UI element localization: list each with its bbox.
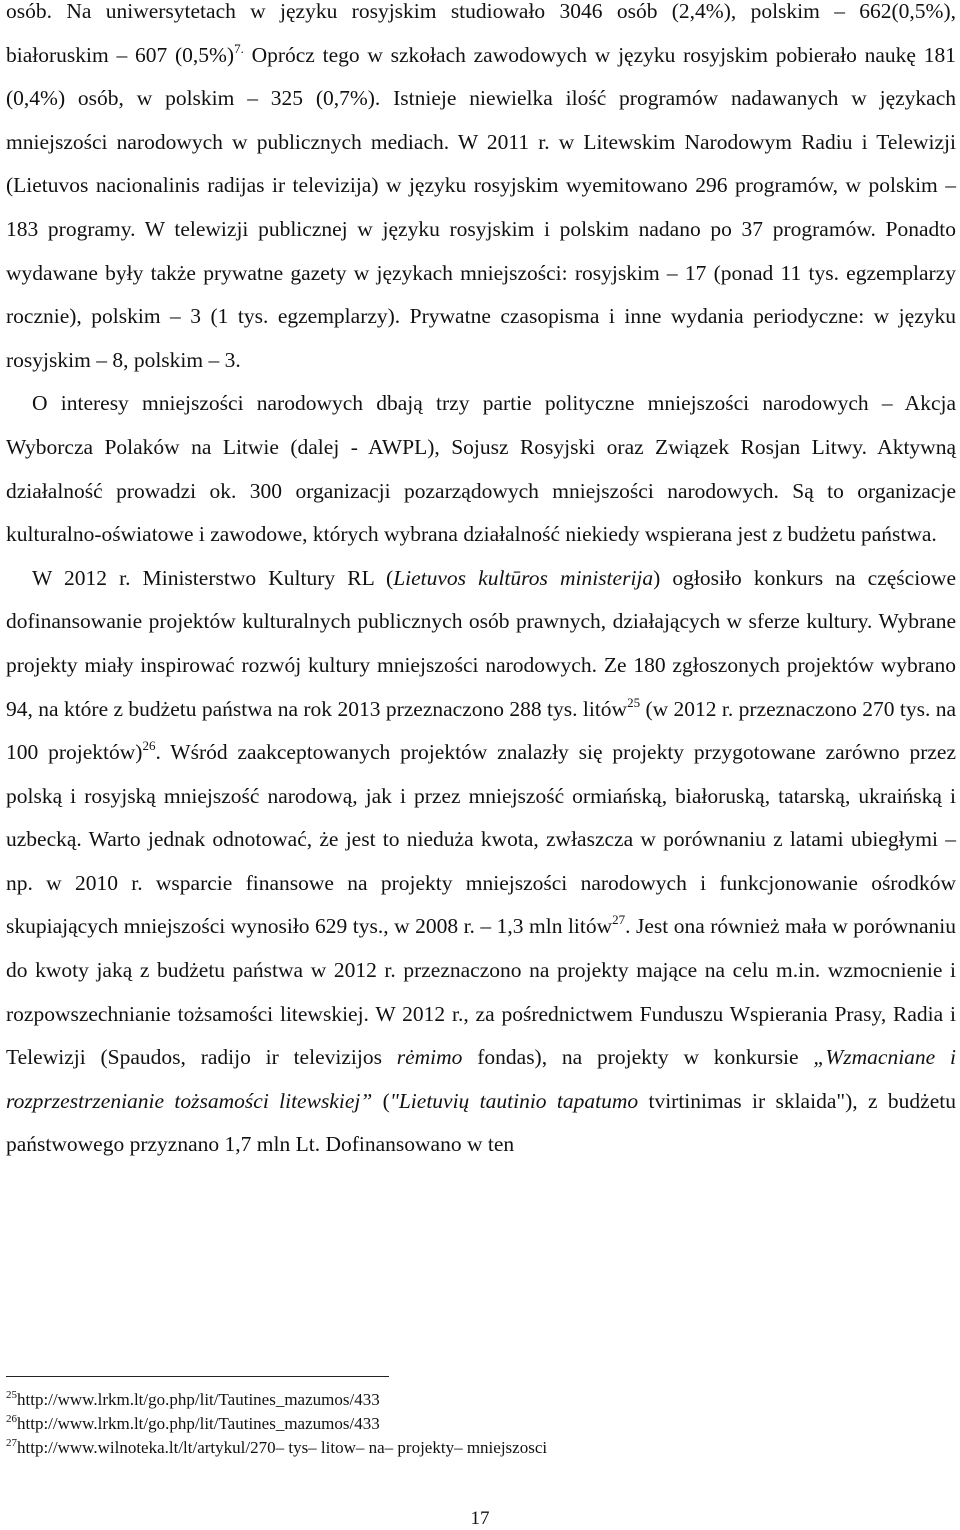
- paragraph-2: O interesy mniejszości narodowych dbają trzy partie polityczne mniejszości narodowych – Akcja Wyborcza Polaków na Litwie (dalej - AWPL), Sojusz Rosyjski oraz Związek Rosjan Litwy. Aktywną działalność prowadzi ok. 300 organizacji pozarządowych mniejszości narodowych. Są to organizacje kulturalno-oświatowe i zawodowe, których wybrana działalność niekiedy wspierana jest z budżetu państwa.: [6, 391, 956, 547]
- footnote-number: 27: [6, 1437, 17, 1449]
- text-run: Oprócz tego w szkołach zawodowych w języku rosyjskim pobierało naukę 181 (0,4%) osób, w polskim – 325 (0,7%).: [6, 42, 956, 111]
- footnote-27: [6, 1436, 906, 1460]
- footnote-ref-25: 25: [627, 694, 641, 710]
- text-run: osób. Na uniwersytetach w języku rosyjskim studiowało 3046 osób (2,4%), polskim – 662(0,5%), białoruskim – 607 (0,5%): [6, 0, 956, 67]
- text-run: tvirtinimas ir sklaida"), z budżetu państwowego przyznano 1,7 mln Lt. Dofinansowano w ten: [6, 1088, 956, 1157]
- italic-run: Lietuvos kultūros ministerija: [393, 565, 654, 590]
- text-run: (w 2012 r. przeznaczono 270 tys. na 100 projektów): [6, 696, 956, 765]
- footnote-separator: [6, 1376, 389, 1377]
- page-number: 17: [470, 1508, 490, 1529]
- footnote-link[interactable]: http://www.wilnoteka.lt/lt/artykul/270– tys– litow– na– projekty– mniejszosci: [17, 1438, 548, 1457]
- footnote-25: [6, 1388, 906, 1412]
- text-run: (: [372, 1088, 390, 1113]
- text-run: fondas), na projekty w konkursie: [462, 1045, 814, 1070]
- italic-run: "Lietuvių tautinio tapatumo: [389, 1088, 639, 1113]
- footnote-26: [6, 1412, 906, 1436]
- footnote-link[interactable]: http://www.lrkm.lt/go.php/lit/Tautines_mazumos/433: [17, 1414, 380, 1433]
- paragraph-1: [6, 0, 956, 382]
- text-run: . Wśród zaakceptowanych projektów znalazły się projekty przygotowane zarówno przez polską i rosyjską mniejszość narodową, jak i przez mniejszość ormiańską, białoruską, tatarską, ukraińską i uzbecką. Warto jednak odnotować, że jest to nieduża kwota, zwłaszcza w porównaniu z latami ubiegłymi – np. w 2010 r. wsparcie finansowe na projekty mniejszości narodowych i funkcjonowanie ośrodków skupiających mniejszości wynosiło 629 tys., w 2008 r. – 1,3 mln litów: [6, 740, 956, 939]
- text-run: . Jest ona również mała w porównaniu do kwoty jaką z budżetu państwa w 2012 r. przeznaczono na projekty mające na celu m.in. wzmocnienie i rozpowszechnianie tożsamości litewskiej. W 2012 r., za pośrednictwem Funduszu Wspierania Prasy, Radia i Telewizji (Spaudos, radijo ir televizijos: [6, 914, 956, 1070]
- paragraph-3: [6, 557, 956, 1167]
- footnote-number: 25: [6, 1389, 17, 1401]
- footnote-ref-26: 26: [142, 738, 156, 754]
- footnotes: [6, 1388, 906, 1460]
- footnote-ref-27: 27: [612, 912, 626, 928]
- footnote-link[interactable]: http://www.lrkm.lt/go.php/lit/Tautines_mazumos/433: [17, 1390, 380, 1409]
- italic-run: „Wzmacniane i rozprzestrzenianie tożsamości litewskiej”: [6, 1045, 956, 1113]
- italic-run: rėmimo: [396, 1045, 463, 1070]
- document-page: [6, 0, 956, 1167]
- body-text: [6, 0, 956, 1167]
- text-run: ) ogłosiło konkurs na częściowe dofinansowanie projektów kulturalnych publicznych osób prawnych, działających w sferze kultury. Wybrane projekty miały inspirować rozwój kultury mniejszości narodowych. Ze 180 zgłoszonych projektów wybrano 94, na które z budżetu państwa na rok 2013 przeznaczono 288 tys. litów: [6, 565, 956, 721]
- footnote-number: 26: [6, 1413, 17, 1425]
- text-run: Istnieje niewielka ilość programów nadawanych w językach mniejszości narodowych w publicznych mediach. W 2011 r. w Litewskim Narodowym Radiu i Telewizji (Lietuvos nacionalinis radijas ir televizija) w języku rosyjskim wyemitowano 296 programów, w polskim – 183 programy.: [6, 86, 956, 241]
- text-run: W telewizji publicznej w języku rosyjskim i polskim nadano po 37 programów. Ponadto wydawane były także prywatne gazety w językach mniejszości: rosyjskim – 17 (ponad 11 tys. egzemplarzy rocznie), polskim – 3 (1 tys. egzemplarzy). Prywatne czasopisma i inne wydania periodyczne: w języku rosyjskim – 8, polskim – 3.: [6, 216, 956, 372]
- footnote-ref-7: 7.: [234, 40, 244, 56]
- text-run: W 2012 r. Ministerstwo Kultury RL (: [32, 565, 394, 590]
